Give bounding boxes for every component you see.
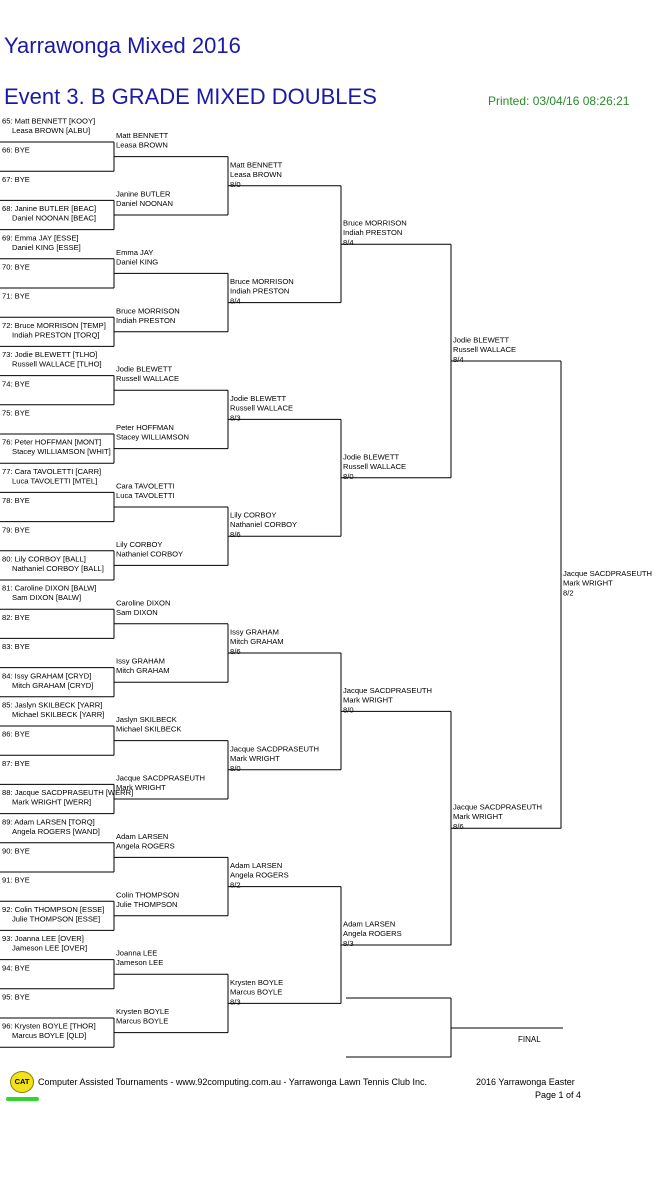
partner-name: Julie THOMPSON [ESSE] [12, 914, 101, 924]
partner-name: Marcus BOYLE [230, 987, 283, 997]
match-score: 8/6 [230, 530, 241, 540]
partner-name: Mark WRIGHT [453, 812, 503, 822]
partner-name: Nathaniel CORBOY [BALL] [12, 564, 104, 573]
match-score: 8/3 [343, 939, 354, 948]
player-name: Matt BENNETT [230, 160, 283, 170]
player-name: Jodie BLEWETT [343, 452, 400, 462]
partner-name: Jameson LEE [116, 958, 164, 968]
partner-name: Indiah PRESTON [343, 228, 403, 238]
partner-name: Mark WRIGHT [563, 578, 613, 588]
player-name: Jaslyn SKILBECK [116, 715, 177, 725]
footer-credit: Computer Assisted Tournaments - www.92computing.com.au - Yarrawonga Lawn Tennis Club Inc. [38, 1077, 428, 1087]
page-number: Page 1 of 4 [535, 1090, 582, 1100]
player-name: Adam LARSEN [230, 861, 283, 871]
partner-name: Leasa BROWN [230, 169, 282, 179]
player-name: Colin THOMPSON [116, 890, 180, 900]
printed-timestamp: Printed: 03/04/16 08:26:21 [488, 94, 630, 108]
match-score: 8/0 [343, 705, 354, 715]
player-name: 72: Bruce MORRISON [TEMP] [2, 320, 106, 330]
partner-name: Luca TAVOLETTI [MTEL] [12, 476, 98, 486]
player-name: 93: Joanna LEE [OVER] [2, 934, 84, 944]
partner-name: Russell WALLACE [230, 403, 294, 413]
player-name: 87: BYE [2, 758, 30, 768]
player-name: Adam LARSEN [343, 919, 396, 929]
partner-name: Russell WALLACE [116, 374, 180, 384]
event-title: Event 3. B GRADE MIXED DOUBLES [4, 84, 377, 109]
tournament-title: Yarrawonga Mixed 2016 [4, 33, 241, 58]
player-name: Peter HOFFMAN [116, 423, 174, 433]
partner-name: Russell WALLACE [453, 345, 517, 354]
player-name: 69: Emma JAY [ESSE] [2, 233, 79, 243]
player-name: Issy GRAHAM [230, 627, 279, 637]
match-score: 8/6 [453, 822, 464, 832]
logo-underline [6, 1097, 39, 1101]
player-name: 89: Adam LARSEN [TORQ] [2, 817, 95, 827]
player-name: Bruce MORRISON [116, 306, 180, 316]
player-name: 92: Colin THOMPSON [ESSE] [2, 904, 105, 914]
partner-name: Julie THOMPSON [116, 899, 178, 909]
partner-name: Angela ROGERS [116, 841, 175, 851]
player-name: Cara TAVOLETTI [116, 481, 175, 491]
partner-name: Indiah PRESTON [230, 286, 290, 296]
player-name: 91: BYE [2, 875, 30, 885]
player-name: 85: Jaslyn SKILBECK [YARR] [2, 700, 103, 710]
player-name: 74: BYE [2, 379, 30, 389]
player-name: Jodie BLEWETT [230, 393, 287, 403]
player-name: Adam LARSEN [116, 831, 169, 841]
partner-name: Mitch GRAHAM [230, 637, 284, 646]
player-name: 68: Janine BUTLER [BEAC] [2, 204, 97, 214]
match-score: 8/4 [453, 355, 464, 364]
player-name: 83: BYE [2, 642, 30, 652]
partner-name: Russell WALLACE [343, 461, 407, 471]
partner-name: Indiah PRESTON [116, 315, 176, 325]
partner-name: Daniel NOONAN [116, 199, 173, 208]
partner-name: Angela ROGERS [230, 870, 289, 880]
match-score: 8/3 [230, 997, 241, 1007]
player-name: 79: BYE [2, 525, 30, 535]
player-name: Jacque SACDPRASEUTH [116, 773, 206, 783]
player-name: Jacque SACDPRASEUTH [563, 569, 653, 579]
player-name: Krysten BOYLE [116, 1007, 170, 1017]
player-name: 70: BYE [2, 262, 30, 272]
player-name: 71: BYE [2, 291, 30, 301]
match-score: 8/4 [230, 296, 241, 306]
player-name: 88: Jacque SACDPRASEUTH [WERR] [2, 788, 134, 798]
player-name: Matt BENNETT [116, 131, 169, 141]
match-score: 8/0 [230, 763, 241, 773]
partner-name: Stacey WILLIAMSON [WHIT] [12, 447, 111, 457]
footer-event-name: 2016 Yarrawonga Easter [476, 1077, 575, 1087]
player-name: Jacque SACDPRASEUTH [343, 685, 433, 695]
match-score: 8/2 [563, 588, 574, 598]
cat-logo: CAT [10, 1071, 34, 1093]
player-name: 65: Matt BENNETT [KOOY] [2, 116, 96, 126]
player-name: 80: Lily CORBOY [BALL] [2, 554, 86, 564]
match-score: 8/0 [230, 179, 241, 189]
partner-name: Mitch GRAHAM [116, 666, 170, 676]
match-score: 8/6 [230, 647, 241, 656]
player-name: Jacque SACDPRASEUTH [453, 802, 543, 812]
player-name: Lily CORBOY [230, 510, 277, 520]
player-name: 78: BYE [2, 496, 30, 506]
player-name: Bruce MORRISON [343, 218, 407, 228]
player-name: 90: BYE [2, 846, 30, 856]
player-name: 81: Caroline DIXON [BALW] [2, 583, 97, 593]
partner-name: Sam DIXON [116, 607, 158, 617]
partner-name: Leasa BROWN [ALBU] [12, 126, 91, 135]
partner-name: Indiah PRESTON [TORQ] [12, 330, 100, 340]
partner-name: Marcus BOYLE [QLD] [12, 1031, 87, 1041]
player-name: 76: Peter HOFFMAN [MONT] [2, 437, 102, 447]
player-name: 66: BYE [2, 145, 30, 155]
player-name: 77: Cara TAVOLETTI [CARR] [2, 466, 102, 476]
player-name: Caroline DIXON [116, 598, 171, 608]
player-name: Jacque SACDPRASEUTH [230, 744, 320, 754]
final-label: FINAL [518, 1035, 541, 1044]
partner-name: Michael SKILBECK [116, 724, 182, 734]
partner-name: Stacey WILLIAMSON [116, 432, 190, 442]
partner-name: Daniel KING [116, 257, 159, 267]
partner-name: Mark WRIGHT [230, 753, 280, 763]
partner-name: Russell WALLACE [TLHO] [12, 359, 102, 369]
player-name: Krysten BOYLE [230, 977, 284, 987]
partner-name: Jameson LEE [OVER] [12, 943, 88, 953]
player-name: Bruce MORRISON [230, 277, 294, 287]
player-name: 94: BYE [2, 963, 30, 973]
player-name: Joanna LEE [116, 948, 158, 958]
partner-name: Angela ROGERS [WAND] [12, 826, 100, 836]
match-score: 8/2 [230, 880, 241, 890]
player-name: Emma JAY [116, 247, 154, 257]
player-name: 67: BYE [2, 174, 30, 184]
player-name: Lily CORBOY [116, 539, 163, 549]
match-score: 8/3 [230, 413, 241, 423]
partner-name: Mark WRIGHT [343, 695, 393, 705]
player-name: 75: BYE [2, 408, 30, 418]
player-name: 84: Issy GRAHAM [CRYD] [2, 671, 92, 681]
partner-name: Sam DIXON [BALW] [12, 593, 82, 603]
player-name: Jodie BLEWETT [453, 335, 510, 345]
match-score: 8/0 [343, 471, 354, 481]
player-name: Janine BUTLER [116, 189, 171, 199]
partner-name: Daniel NOONAN [BEAC] [12, 213, 96, 223]
partner-name: Michael SKILBECK [YARR] [12, 710, 105, 719]
partner-name: Marcus BOYLE [116, 1016, 169, 1026]
partner-name: Mitch GRAHAM [CRYD] [12, 680, 94, 690]
partner-name: Luca TAVOLETTI [116, 491, 175, 500]
player-name: Issy GRAHAM [116, 656, 165, 666]
partner-name: Angela ROGERS [343, 929, 402, 938]
player-name: 95: BYE [2, 992, 30, 1002]
partner-name: Mark WRIGHT [WERR] [12, 797, 92, 807]
partner-name: Nathaniel CORBOY [116, 549, 184, 559]
player-name: 96: Krysten BOYLE [THOR] [2, 1021, 96, 1031]
partner-name: Nathaniel CORBOY [230, 520, 298, 530]
player-name: Jodie BLEWETT [116, 364, 173, 374]
partner-name: Mark WRIGHT [116, 783, 166, 792]
player-name: 86: BYE [2, 729, 30, 739]
match-score: 8/4 [343, 238, 354, 248]
partner-name: Leasa BROWN [116, 140, 168, 150]
player-name: 82: BYE [2, 612, 30, 622]
partner-name: Daniel KING [ESSE] [12, 242, 81, 252]
player-name: 73: Jodie BLEWETT [TLHO] [2, 350, 98, 360]
